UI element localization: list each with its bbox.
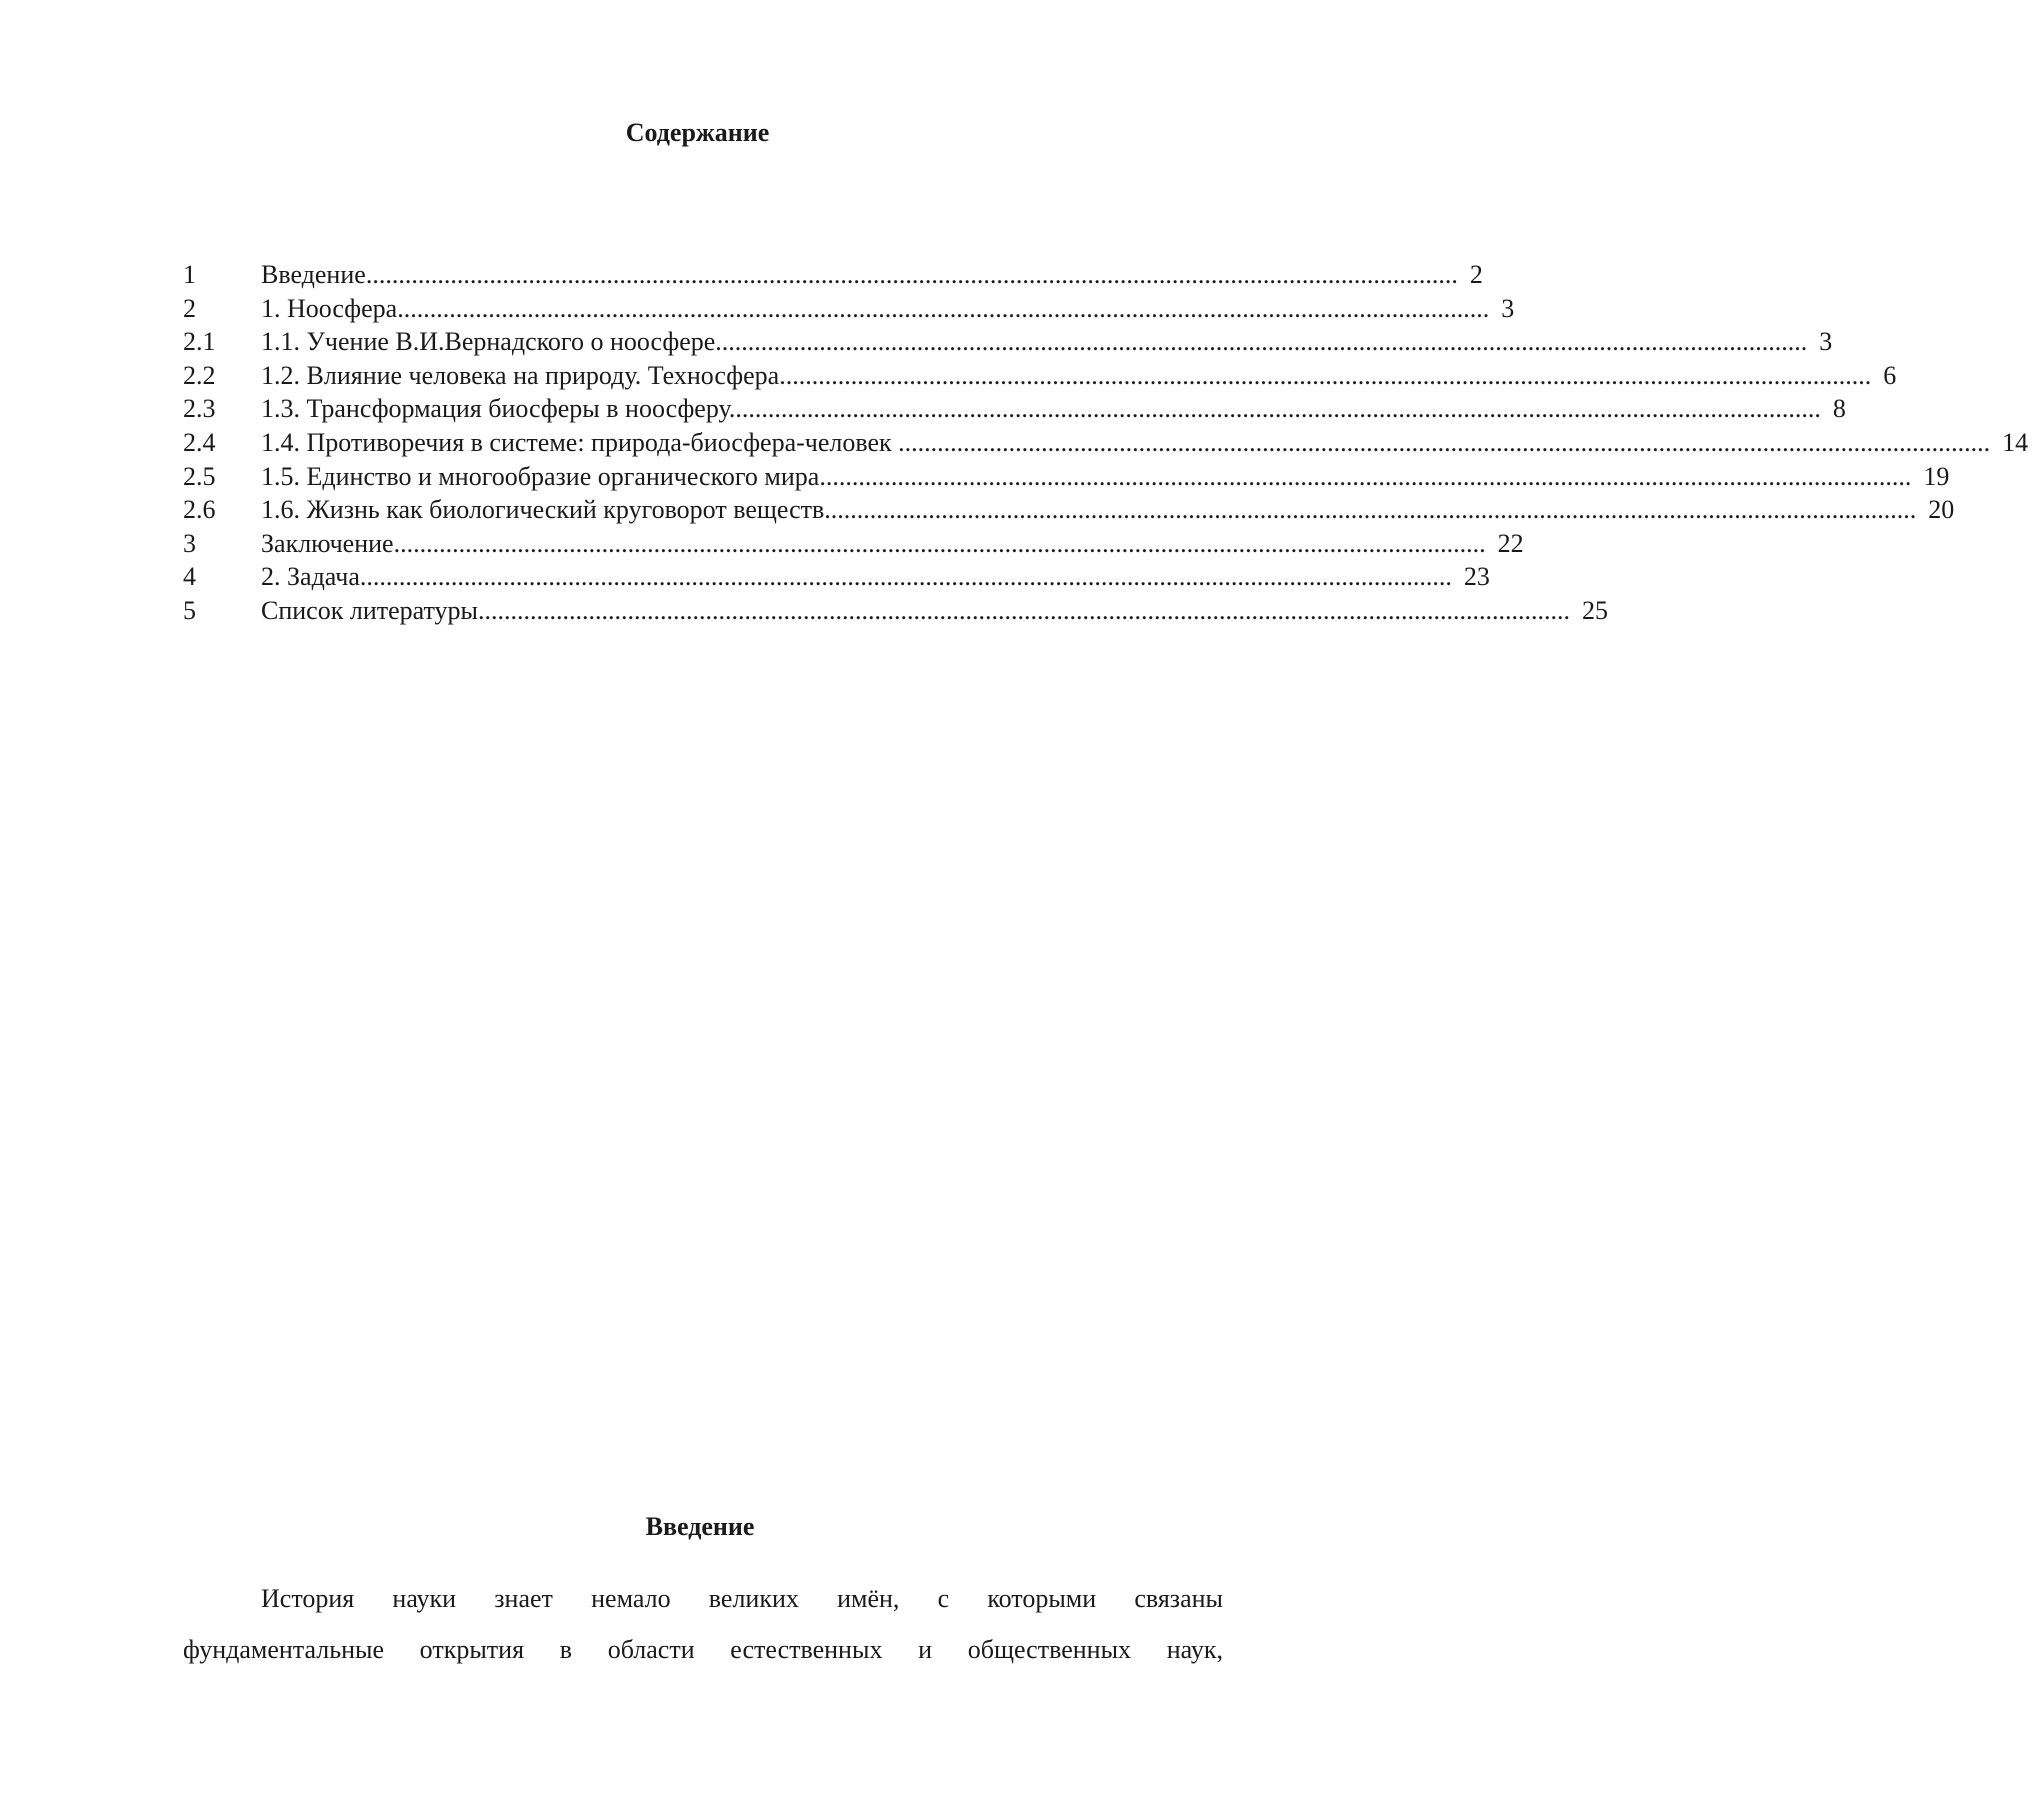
toc-entry-text: 1.4. Противоречия в системе: природа-биосфера-человек xyxy=(261,427,899,457)
toc-page-number: 23 xyxy=(1463,562,1490,592)
toc-number: 4 xyxy=(183,562,196,592)
toc-entry: Список литературы........................................................................................................................................................................ xyxy=(261,595,1570,625)
toc-entry: Заключение........................................................................................................................................................................ xyxy=(261,528,1486,558)
toc-number: 2.4 xyxy=(183,427,216,457)
toc-entry: Введение........................................................................................................................................................................ xyxy=(261,260,1458,289)
toc-entry: 1.4. Противоречия в системе: природа-биосфера-человек ........................................................................................................................................................................ xyxy=(261,427,1991,457)
toc-entry: 1. Ноосфера........................................................................................................................................................................ xyxy=(261,293,1490,323)
toc-row[interactable] xyxy=(183,527,1524,561)
introduction-paragraph xyxy=(183,1573,1223,1675)
toc-entry-text: Список литературы xyxy=(261,595,478,625)
toc-page-number: 8 xyxy=(1832,394,1846,424)
toc-row[interactable] xyxy=(183,493,1955,527)
toc-entry: 1.3. Трансформация биосферы в ноосферу........................................................................................................................................................................ xyxy=(261,394,1821,424)
toc-number: 2.5 xyxy=(183,461,216,491)
toc-entry-text: 1.2. Влияние человека на природу. Техносфера xyxy=(261,360,780,390)
toc-page-number: 6 xyxy=(1883,360,1897,390)
section-heading-introduction: Введение xyxy=(645,1512,755,1541)
toc-row[interactable] xyxy=(183,359,1897,393)
toc-row[interactable] xyxy=(183,392,1846,426)
toc-page-number: 19 xyxy=(1923,461,1950,491)
toc-entry: 1.2. Влияние человека на природу. Техносфера........................................................................................................................................................................ xyxy=(261,360,1872,390)
toc-page-number: 25 xyxy=(1582,595,1608,625)
paragraph-line: История науки знает немало великих имён, с которыми связаны xyxy=(261,1584,1223,1613)
toc-page-number: 2 xyxy=(1469,260,1483,289)
toc-entry-text: 2. Задача xyxy=(261,562,360,592)
toc-entry-text: 1. Ноосфера xyxy=(261,293,398,323)
toc-entry-text: 1.6. Жизнь как биологический круговорот веществ xyxy=(261,495,825,525)
toc-number: 2.1 xyxy=(183,327,216,357)
toc-row[interactable] xyxy=(183,292,1515,326)
toc-row[interactable] xyxy=(183,258,1483,292)
toc-entry-text: 1.3. Трансформация биосферы в ноосферу xyxy=(261,394,729,424)
toc-row[interactable] xyxy=(183,325,1833,359)
toc-entry-text: Заключение xyxy=(261,528,394,558)
toc-number: 2.3 xyxy=(183,394,216,424)
toc-entry: 2. Задача........................................................................................................................................................................ xyxy=(261,562,1452,592)
toc-page-number: 3 xyxy=(1819,327,1833,357)
toc-number: 2 xyxy=(183,293,196,323)
toc-row[interactable] xyxy=(183,426,2029,460)
toc-number: 3 xyxy=(183,528,196,558)
toc-number: 1 xyxy=(183,260,196,289)
toc-entry-text: Введение xyxy=(261,260,366,289)
toc-number: 2.2 xyxy=(183,360,216,390)
toc-row[interactable] xyxy=(183,560,1490,594)
toc-row[interactable] xyxy=(183,460,1950,494)
toc-entry-text: 1.1. Учение В.И.Вернадского о ноосфере xyxy=(261,327,716,357)
toc-entry: 1.6. Жизнь как биологический круговорот веществ........................................................................................................................................................................ xyxy=(261,495,1917,525)
toc-page-number: 3 xyxy=(1501,293,1515,323)
toc-number: 5 xyxy=(183,595,196,625)
toc-page-number: 14 xyxy=(2002,427,2029,457)
toc-entry: 1.1. Учение В.И.Вернадского о ноосфере........................................................................................................................................................................ xyxy=(261,327,1808,357)
toc-number: 2.6 xyxy=(183,495,216,525)
toc-title: Содержание xyxy=(625,118,770,147)
paragraph-line: фундаментальные открытия в области естественных и общественных наук, xyxy=(183,1635,1223,1664)
toc-entry: 1.5. Единство и многообразие органического мира........................................................................................................................................................................ xyxy=(261,461,1912,491)
toc-page-number: 22 xyxy=(1497,528,1524,558)
toc-page-number: 20 xyxy=(1928,495,1955,525)
table-of-contents xyxy=(183,258,2029,628)
toc-entry-text: 1.5. Единство и многообразие органического мира xyxy=(261,461,820,491)
toc-row[interactable] xyxy=(183,594,1608,628)
